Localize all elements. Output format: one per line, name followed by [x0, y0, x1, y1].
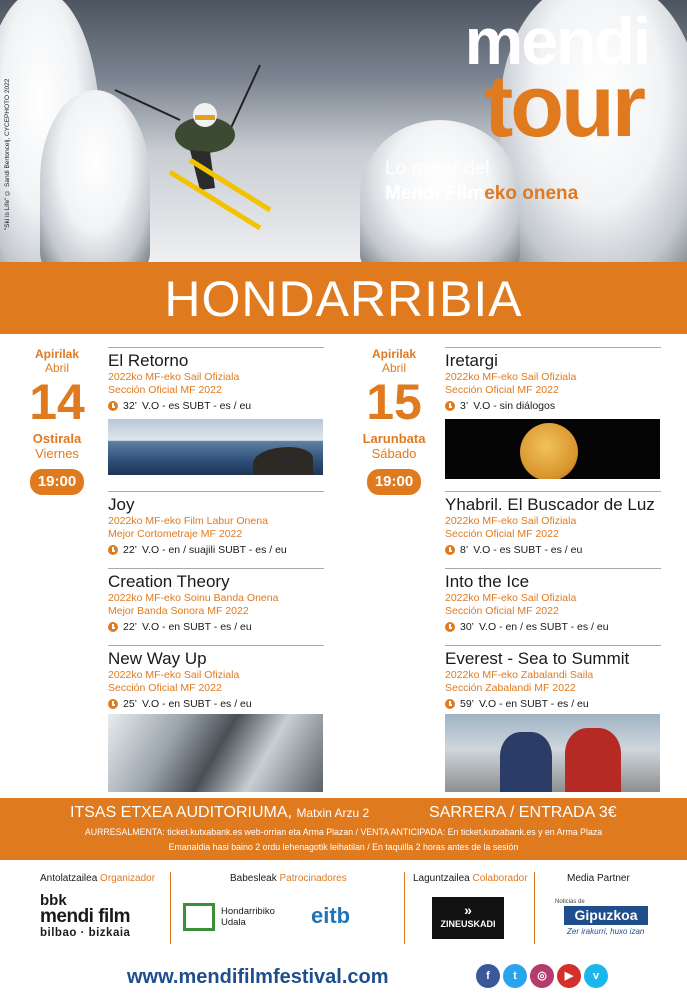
- sponsors-label: [230, 873, 347, 884]
- film-info: [445, 621, 661, 633]
- film-section-eu: 2022ko MF-eko Sail Ofiziala: [445, 515, 577, 527]
- collaborator-label-es: Colaborador: [472, 873, 528, 884]
- film-language: V.O - es SUBT - es / eu: [473, 544, 583, 556]
- clock-icon: [445, 699, 455, 709]
- person-left: [500, 732, 552, 792]
- tagline-2-orange: eko onena: [484, 183, 579, 204]
- bbk-logo-main: mendi film: [40, 906, 131, 927]
- film-section-es: Sección Zabalandi MF 2022: [445, 681, 576, 694]
- film-info: [108, 400, 324, 412]
- tagline-1: Lo mejor del: [385, 158, 490, 179]
- film-duration: 22’: [123, 621, 138, 633]
- bbk-logo-sub: bilbao · bizkaia: [40, 927, 131, 939]
- skier-illustration: [110, 60, 300, 240]
- venue-address: Matxin Arzu 2: [296, 806, 370, 820]
- moon: [520, 423, 578, 479]
- presale-info: AURRESALMENTA: ticket.kutxabank.es web-orrian eta Arma Plazan / VENTA ANTICIPADA: En ticket.kutxabank.es y en Arma Plaza: [84, 827, 603, 837]
- organizer-label-es: Organizador: [100, 873, 156, 884]
- film-new-way-up: [108, 645, 324, 710]
- film-language: V.O - en SUBT - es / eu: [142, 621, 252, 633]
- clock-icon: [108, 622, 118, 632]
- film-duration: 3’: [460, 400, 469, 412]
- hondarribia-logo-text: [221, 906, 275, 928]
- film-section-es: Sección Oficial MF 2022: [445, 383, 559, 396]
- film-language: V.O - en / suajili SUBT - es / eu: [142, 544, 287, 556]
- film-section-es: Mejor Banda Sonora MF 2022: [108, 604, 249, 617]
- film-language: V.O - es SUBT - es / eu: [142, 400, 252, 412]
- film-iretargi: [445, 347, 661, 412]
- time-badge: 19:00: [30, 469, 84, 495]
- sponsors-label-es: Patrocinadores: [279, 873, 347, 884]
- film-section-es: Sección Oficial MF 2022: [445, 604, 559, 617]
- film-yhabril: [445, 491, 661, 556]
- film-language: V.O - sin diálogos: [473, 400, 556, 412]
- film-language: V.O - en SUBT - es / eu: [479, 698, 589, 710]
- film-section-eu: 2022ko MF-eko Sail Ofiziala: [108, 371, 240, 383]
- month-es: Abril: [381, 361, 406, 375]
- film-into-the-ice: [445, 568, 661, 633]
- film-section-es: Sección Oficial MF 2022: [108, 681, 222, 694]
- weekday-eu: Larunbata: [362, 431, 426, 446]
- film-info: [108, 544, 324, 556]
- weekday-es: Viernes: [35, 446, 79, 461]
- vimeo-icon[interactable]: v: [584, 964, 608, 988]
- film-duration: 30’: [460, 621, 475, 633]
- film-section-es: Mejor Cortometraje MF 2022: [108, 527, 243, 540]
- film-section-eu: 2022ko MF-eko Sail Ofiziala: [445, 592, 577, 604]
- film-still-everest: [445, 714, 660, 792]
- instagram-icon[interactable]: ◎: [530, 964, 554, 988]
- date-block-day-1: [12, 347, 102, 495]
- film-everest: [445, 645, 661, 710]
- separator: [404, 872, 405, 944]
- film-section-eu: 2022ko MF-eko Soinu Banda Onena: [108, 592, 279, 604]
- clock-icon: [445, 622, 455, 632]
- city-band: [0, 262, 687, 334]
- tagline-2-white: Mendi Film: [385, 183, 485, 204]
- film-section-es: Sección Oficial MF 2022: [108, 383, 222, 396]
- collaborator-label: [413, 873, 528, 884]
- clock-icon: [108, 699, 118, 709]
- city-name: HONDARRIBIA: [164, 271, 523, 327]
- sponsors-label-eu: Babesleak: [230, 873, 277, 884]
- brand-title-bottom: tour: [483, 56, 643, 155]
- film-title: Into the Ice: [445, 572, 530, 591]
- film-still-el-retorno: [108, 419, 323, 475]
- venue-band: [0, 798, 687, 860]
- rock-outcrop: [253, 447, 313, 475]
- clock-icon: [445, 401, 455, 411]
- eitb-logo: eitb: [311, 903, 351, 928]
- film-section-eu: 2022ko MF-eko Sail Ofiziala: [445, 371, 577, 383]
- fast-forward-icon: »: [464, 902, 472, 918]
- month-es: Abril: [44, 361, 69, 375]
- separator: [534, 872, 535, 944]
- time-badge: 19:00: [367, 469, 421, 495]
- youtube-icon[interactable]: ▶: [557, 964, 581, 988]
- clock-icon: [108, 401, 118, 411]
- film-section-es: Sección Oficial MF 2022: [445, 527, 559, 540]
- film-title: Iretargi: [445, 351, 498, 370]
- film-duration: 59’: [460, 698, 475, 710]
- film-language: V.O - en SUBT - es / eu: [142, 698, 252, 710]
- hondarribia-line-2: Udala: [221, 917, 246, 928]
- film-title: Yhabril. El Buscador de Luz: [445, 495, 655, 514]
- zineuskadi-logo: [432, 897, 504, 939]
- film-section-eu: 2022ko MF-eko Sail Ofiziala: [108, 669, 240, 681]
- film-el-retorno: [108, 347, 324, 412]
- organizer-label-eu: Antolatzailea: [40, 873, 98, 884]
- gipuzkoa-small-text: Noticias de: [555, 899, 585, 905]
- clock-icon: [445, 545, 455, 555]
- bbk-logo-top: bbk: [40, 892, 67, 909]
- film-duration: 25’: [123, 698, 138, 710]
- media-partner-label: Media Partner: [567, 873, 630, 884]
- film-joy: [108, 491, 324, 556]
- hondarribia-logo-icon: [183, 903, 215, 931]
- person-right: [565, 728, 621, 792]
- facebook-icon[interactable]: f: [476, 964, 500, 988]
- box-office-info: Emanaldia hasi baino 2 ordu lehenagotik leihatilan / En taquilla 2 horas antes de la sesión: [168, 842, 519, 852]
- twitter-icon[interactable]: t: [503, 964, 527, 988]
- venue-title: ITSAS ETXEA AUDITORIUMA,: [70, 804, 292, 821]
- weekday-eu: Ostirala: [32, 431, 82, 446]
- film-still-iretargi: [445, 419, 660, 479]
- zineuskadi-name: ZINEUSKADI: [440, 919, 496, 929]
- film-info: [108, 698, 324, 710]
- entry-price: SARRERA / ENTRADA 3€: [429, 804, 617, 821]
- month-eu: Apirilak: [371, 347, 416, 361]
- film-duration: 8’: [460, 544, 469, 556]
- day-number: 14: [29, 374, 85, 430]
- gipuzkoa-tagline: Zer irakurri, huxo izan: [567, 927, 645, 936]
- brand-title-top: mendi: [464, 4, 649, 78]
- film-info: [445, 400, 661, 412]
- film-title: Creation Theory: [108, 572, 230, 591]
- film-still-new-way-up: [108, 714, 323, 792]
- organizer-label: [40, 873, 155, 884]
- film-duration: 32’: [123, 400, 138, 412]
- film-section-eu: 2022ko MF-eko Film Labur Onena: [108, 515, 268, 527]
- film-creation-theory: [108, 568, 324, 633]
- collaborator-label-eu: Laguntzailea: [413, 873, 470, 884]
- weekday-es: Sábado: [371, 446, 417, 461]
- film-info: [445, 698, 661, 710]
- film-title: El Retorno: [108, 351, 189, 370]
- film-title: Joy: [108, 495, 135, 514]
- film-language: V.O - en / es SUBT - es / eu: [479, 621, 609, 633]
- month-eu: Apirilak: [34, 347, 79, 361]
- gipuzkoa-logo: Gipuzkoa: [564, 906, 648, 925]
- day-number: 15: [366, 374, 422, 430]
- clock-icon: [108, 545, 118, 555]
- hero-banner: [0, 0, 687, 262]
- separator: [170, 872, 171, 944]
- film-duration: 22’: [123, 544, 138, 556]
- hondarribia-line-1: Hondarribiko: [221, 906, 275, 917]
- film-info: [108, 621, 324, 633]
- film-title: New Way Up: [108, 649, 207, 668]
- festival-url[interactable]: www.mendifilmfestival.com: [127, 966, 389, 988]
- film-title: Everest - Sea to Summit: [445, 649, 630, 668]
- date-block-day-2: [349, 347, 439, 495]
- film-info: [445, 544, 661, 556]
- photo-credit: "Ski is Life" © Sandi Bertoncelj, CYCEPHOTO 2022: [4, 78, 11, 230]
- film-section-eu: 2022ko MF-eko Zabalandi Saila: [445, 669, 594, 681]
- venue-name: [70, 804, 369, 822]
- tagline-2: [385, 183, 578, 205]
